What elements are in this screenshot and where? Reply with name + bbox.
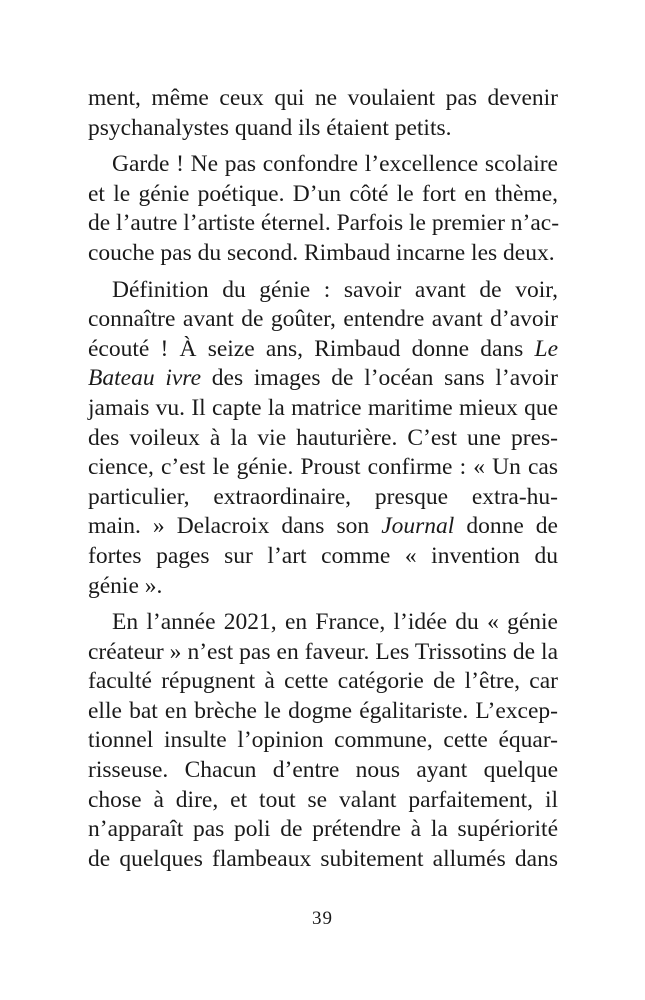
text-line	[88, 424, 558, 454]
text-line	[88, 453, 558, 483]
text-line	[88, 239, 558, 269]
text-segment: et le génie poétique. D’un côté le fort en thème,	[88, 180, 558, 207]
text-line	[88, 638, 558, 668]
text-line	[88, 608, 558, 638]
paragraph	[88, 150, 558, 268]
italic-title: Bateau ivre	[88, 365, 202, 392]
text-segment: n’apparaît pas poli de prétendre à la supériorité	[88, 816, 558, 843]
text-segment: créateur » n’est pas en faveur. Les Trissotins de la	[88, 638, 558, 665]
text-line	[88, 845, 558, 875]
text-segment: couche pas du second. Rimbaud incarne les deux.	[88, 239, 555, 266]
text-segment: psychanalystes quand ils étaient petits.	[88, 114, 452, 141]
italic-title: Le	[534, 335, 558, 362]
text-line	[88, 483, 558, 513]
text-line	[88, 364, 558, 394]
text-segment: elle bat en brèche le dogme égalitariste. L’excep-	[88, 697, 558, 724]
italic-title: Journal	[381, 513, 455, 540]
text-line	[88, 394, 558, 424]
page-number: 39	[312, 908, 333, 929]
text-line	[88, 697, 558, 727]
text-line	[88, 114, 558, 144]
text-segment: tionnel insulte l’opinion commune, cette équar-	[88, 727, 558, 754]
text-line	[88, 542, 558, 572]
text-segment: Définition du génie : savoir avant de voir,	[112, 276, 558, 303]
text-line	[88, 756, 558, 786]
text-line	[88, 180, 558, 210]
text-line	[88, 305, 558, 335]
text-line	[88, 786, 558, 816]
text-segment: jamais vu. Il capte la matrice maritime mieux que	[88, 394, 558, 421]
page-body	[88, 84, 558, 881]
text-segment: écouté ! À seize ans, Rimbaud donne dans	[88, 335, 535, 362]
text-line	[88, 276, 558, 306]
text-line	[88, 335, 558, 365]
paragraph	[88, 84, 558, 143]
text-line	[88, 84, 558, 114]
text-segment: chose à dire, et tout se valant parfaitement, il	[88, 786, 558, 813]
text-segment: connaître avant de goûter, entendre avant d’avoir	[88, 306, 558, 333]
text-segment: des voileux à la vie hauturière. C’est une pres-	[88, 424, 558, 451]
paragraph	[88, 608, 558, 874]
text-segment: Garde ! Ne pas confondre l’excellence scolaire	[112, 151, 558, 178]
text-line	[88, 150, 558, 180]
text-line	[88, 667, 558, 697]
text-segment: main. » Delacroix dans son	[88, 513, 382, 540]
text-line	[88, 572, 558, 602]
text-segment: de quelques flambeaux subitement allumés dans	[88, 845, 558, 872]
text-segment: En l’année 2021, en France, l’idée du « génie	[112, 609, 558, 636]
text-line	[88, 726, 558, 756]
text-segment: fortes pages sur l’art comme « invention du	[88, 542, 558, 569]
text-line	[88, 512, 558, 542]
text-segment: cience, c’est le génie. Proust confirme : « Un cas	[88, 454, 558, 481]
text-segment: donne de	[454, 513, 558, 540]
text-line	[88, 815, 558, 845]
text-segment: risseuse. Chacun d’entre nous ayant quelque	[88, 757, 558, 784]
text-segment: génie ».	[88, 572, 163, 599]
text-segment: faculté répugnent à cette catégorie de l’être, car	[88, 668, 558, 695]
paragraph	[88, 276, 558, 602]
text-segment: de l’autre l’artiste éternel. Parfois le premier n’ac-	[88, 210, 560, 237]
text-segment: ment, même ceux qui ne voulaient pas devenir	[88, 85, 558, 111]
text-line	[88, 209, 558, 239]
text-segment: des images de l’océan sans l’avoir	[201, 365, 559, 392]
text-segment: particulier, extraordinaire, presque extra-hu-	[88, 483, 558, 510]
